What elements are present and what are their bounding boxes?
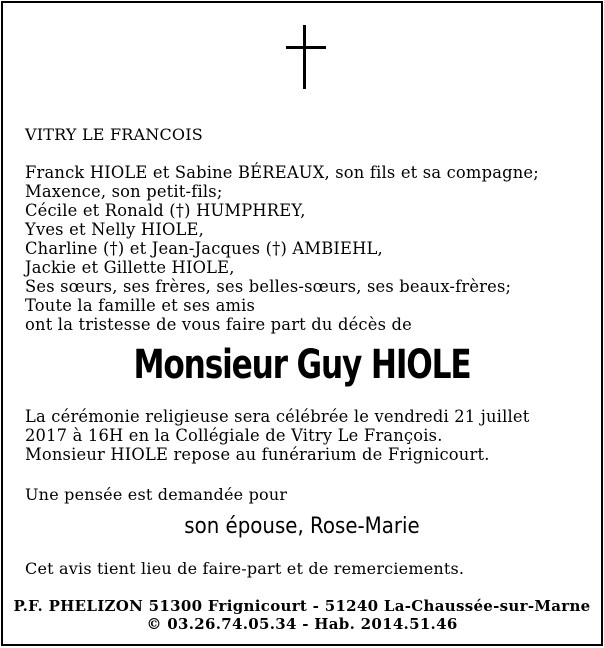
family-line: Cécile et Ronald (†) HUMPHREY, <box>25 201 306 220</box>
family-line: Charline (†) et Jean-Jacques (†) AMBIEHL, <box>25 239 383 258</box>
family-line: Maxence, son petit-fils; <box>25 182 223 201</box>
funeral-home-phone: © 03.26.74.05.34 - Hab. 2014.51.46 <box>146 615 458 633</box>
ceremony-info <box>25 407 529 464</box>
ceremony-line: Monsieur HIOLE repose au funérarium de Frignicourt. <box>25 445 490 464</box>
deceased-name: Monsieur Guy HIOLE <box>133 342 471 388</box>
city-heading: VITRY LE FRANCOIS <box>25 125 203 144</box>
ceremony-line: 2017 à 16H en la Collégiale de Vitry Le François. <box>25 426 443 445</box>
funeral-home-line: P.F. PHELIZON 51300 Frignicourt - 51240 La-Chaussée-sur-Marne <box>13 597 591 615</box>
cross-icon <box>286 25 326 89</box>
family-line: Yves et Nelly HIOLE, <box>25 220 204 239</box>
family-line: Jackie et Gillette HIOLE, <box>25 258 235 277</box>
family-line: Ses sœurs, ses frères, ses belles-sœurs, ses beaux-frères; <box>25 277 512 296</box>
family-line: Toute la famille et ses amis <box>25 296 256 315</box>
thought-text: Une pensée est demandée pour <box>25 485 288 504</box>
spouse-name: son épouse, Rose-Marie <box>184 514 420 539</box>
family-list <box>25 163 539 334</box>
avis-text: Cet avis tient lieu de faire-part et de remerciements. <box>25 559 465 578</box>
ceremony-line: La cérémonie religieuse sera célébrée le vendredi 21 juillet <box>25 407 530 426</box>
family-line: Franck HIOLE et Sabine BÉREAUX, son fils et sa compagne; <box>25 163 539 182</box>
obituary-notice <box>1 1 603 646</box>
family-line: ont la tristesse de vous faire part du décès de <box>25 315 412 334</box>
